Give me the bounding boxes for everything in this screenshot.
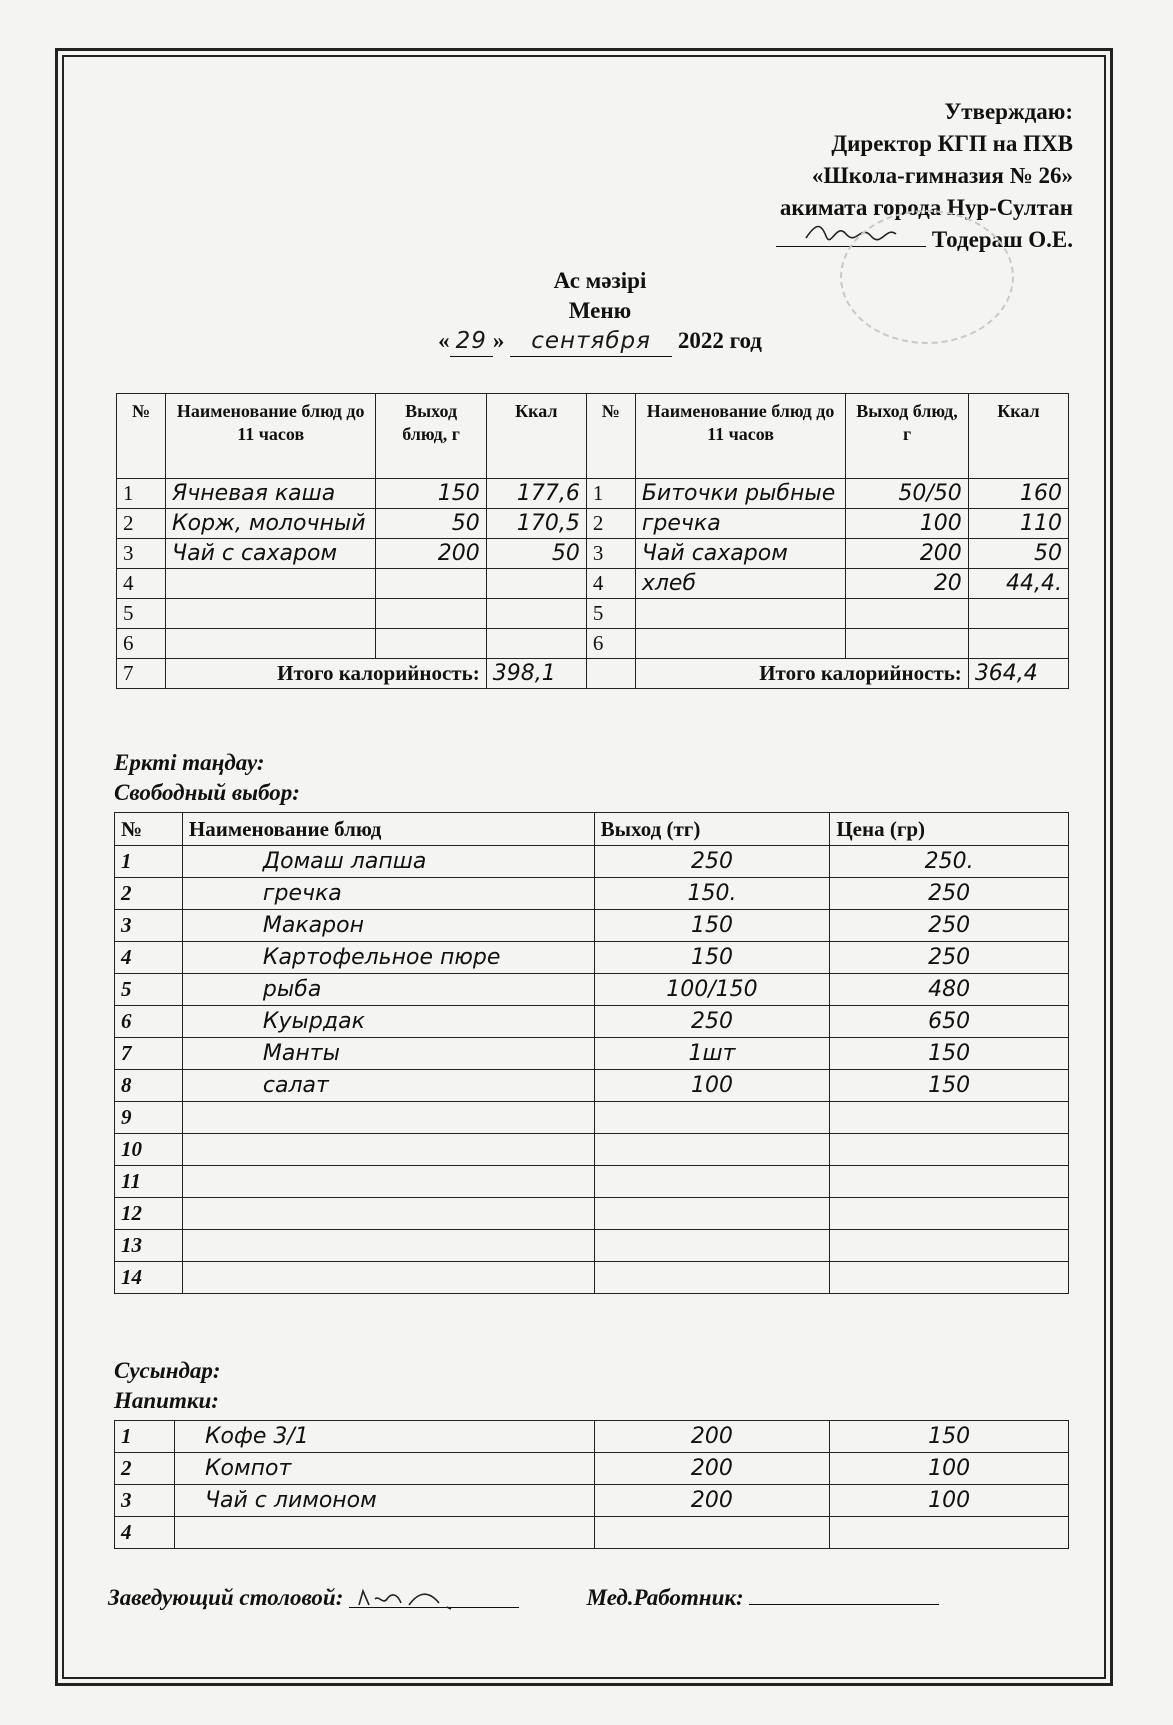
cell-output — [376, 629, 486, 659]
cell-dish — [182, 1166, 594, 1198]
cell-num: 7 — [117, 659, 166, 689]
cell-dish — [166, 629, 376, 659]
table-row — [117, 569, 1069, 599]
date-day: 29 — [450, 326, 493, 357]
cell-num: 4 — [115, 942, 183, 974]
canteen-head-label: Заведующий столовой: — [108, 1585, 344, 1610]
date-year: 2022 год — [677, 328, 762, 353]
cell-price — [830, 1262, 1069, 1294]
cell-kcal: 160 — [968, 479, 1068, 509]
cell-output: 200 — [594, 1421, 830, 1453]
cell-dish: хлеб — [635, 569, 845, 599]
cell-dish — [182, 1262, 594, 1294]
cell-num: 5 — [586, 599, 635, 629]
cell-num: 1 — [115, 1421, 175, 1453]
cell-output: 150 — [594, 910, 830, 942]
header-name-1: Наименование блюд до 11 часов — [166, 394, 376, 479]
table-row — [115, 878, 1069, 910]
cell-price — [830, 1166, 1069, 1198]
cell-kcal — [486, 599, 586, 629]
date-month: сентября — [510, 326, 672, 357]
drinks-label — [114, 1356, 221, 1416]
free-choice-label — [114, 748, 300, 808]
cell-output: 100 — [594, 1070, 830, 1102]
cell-output — [594, 1102, 830, 1134]
cell-kcal: 177,6 — [486, 479, 586, 509]
table-row — [117, 629, 1069, 659]
cell-output: 1шт — [594, 1038, 830, 1070]
cell-num: 5 — [115, 974, 183, 1006]
cell-output: 150 — [376, 479, 486, 509]
main-menu-table — [116, 393, 1069, 689]
approval-signer: Тодераш О.Е. — [931, 227, 1073, 252]
drinks-label-kz: Сусындар: — [114, 1358, 221, 1383]
header-num-2: № — [586, 394, 635, 479]
cell-num: 3 — [117, 539, 166, 569]
cell-num: 13 — [115, 1230, 183, 1262]
cell-price: 250 — [830, 910, 1069, 942]
cell-price — [830, 1230, 1069, 1262]
title-ru: Меню — [568, 298, 632, 323]
cell-num: 1 — [115, 846, 183, 878]
cell-output: 200 — [376, 539, 486, 569]
table-row — [115, 846, 1069, 878]
cell-dish — [166, 599, 376, 629]
cell-kcal — [968, 599, 1068, 629]
cell-dish: Картофельное пюре — [182, 942, 594, 974]
cell-price: 150 — [830, 1038, 1069, 1070]
cell-output: 100 — [846, 509, 969, 539]
table-row — [115, 1262, 1069, 1294]
cell-num: 11 — [115, 1166, 183, 1198]
table-row — [115, 1166, 1069, 1198]
header-name-2: Наименование блюд до 11 часов — [635, 394, 845, 479]
cell-dish — [635, 599, 845, 629]
cell-dish: Куырдак — [182, 1006, 594, 1038]
header-num: № — [115, 813, 183, 846]
cell-output: 200 — [594, 1453, 830, 1485]
table-row — [115, 1006, 1069, 1038]
cell-num: 10 — [115, 1134, 183, 1166]
cell-kcal — [486, 629, 586, 659]
cell-dish: Чай сахаром — [635, 539, 845, 569]
table-row — [115, 1230, 1069, 1262]
date-open-quote: « — [438, 328, 450, 353]
cell-dish: Домаш лапша — [182, 846, 594, 878]
cell-price: 150 — [830, 1070, 1069, 1102]
cell-dish: салат — [182, 1070, 594, 1102]
table-row — [115, 1070, 1069, 1102]
cell-output — [594, 1198, 830, 1230]
cell-price: 250 — [830, 878, 1069, 910]
cell-num: 4 — [586, 569, 635, 599]
free-choice-table — [114, 812, 1069, 1294]
cell-num: 4 — [117, 569, 166, 599]
cell-dish: Манты — [182, 1038, 594, 1070]
cell-num: 2 — [115, 878, 183, 910]
cell-num: 7 — [115, 1038, 183, 1070]
header-name: Наименование блюд — [182, 813, 594, 846]
main-table-header — [117, 394, 1069, 479]
menu-date — [300, 326, 900, 357]
cell-kcal: 170,5 — [486, 509, 586, 539]
med-worker-label: Мед.Работник: — [586, 1585, 744, 1610]
cell-output: 20 — [846, 569, 969, 599]
free-choice-label-kz: Еркті таңдау: — [114, 750, 265, 775]
cell-dish: Чай с сахаром — [166, 539, 376, 569]
cell-dish: гречка — [182, 878, 594, 910]
cell-dish — [182, 1230, 594, 1262]
cell-num: 6 — [115, 1006, 183, 1038]
table-row — [117, 509, 1069, 539]
header-kcal-1: Ккал — [486, 394, 586, 479]
table-row — [117, 539, 1069, 569]
cell-price: 480 — [830, 974, 1069, 1006]
table-row — [115, 1421, 1069, 1453]
cell-output — [594, 1230, 830, 1262]
menu-title-block — [300, 266, 900, 357]
cell-price: 650 — [830, 1006, 1069, 1038]
table-row — [115, 1485, 1069, 1517]
cell-drink: Чай с лимоном — [174, 1485, 594, 1517]
cell-output — [376, 569, 486, 599]
header-output-1: Выход блюд, г — [376, 394, 486, 479]
cell-num: 3 — [586, 539, 635, 569]
cell-drink: Компот — [174, 1453, 594, 1485]
cell-output: 50/50 — [846, 479, 969, 509]
header-output: Выход (тг) — [594, 813, 830, 846]
drinks-table — [114, 1420, 1069, 1549]
free-choice-label-ru: Свободный выбор: — [114, 780, 300, 805]
cell-dish — [182, 1102, 594, 1134]
cell-num: 12 — [115, 1198, 183, 1230]
total-label-1: Итого калорийность: — [166, 659, 487, 689]
header-kcal-2: Ккал — [968, 394, 1068, 479]
title-kz: Ас мәзірі — [553, 268, 647, 293]
cell-output — [594, 1262, 830, 1294]
table-row — [115, 1453, 1069, 1485]
cell-output — [594, 1134, 830, 1166]
approval-line-3: «Школа-гимназия № 26» — [811, 163, 1073, 188]
cell-dish: Ячневая каша — [166, 479, 376, 509]
table-row — [115, 974, 1069, 1006]
cell-kcal: 50 — [486, 539, 586, 569]
cell-dish: Корж, молочный — [166, 509, 376, 539]
cell-num: 8 — [115, 1070, 183, 1102]
free-choice-header — [115, 813, 1069, 846]
cell-num: 2 — [117, 509, 166, 539]
cell-dish — [182, 1134, 594, 1166]
table-row — [115, 1198, 1069, 1230]
cell-num: 4 — [115, 1517, 175, 1549]
cell-num: 2 — [115, 1453, 175, 1485]
cell-price: 100 — [830, 1485, 1069, 1517]
cell-kcal: 110 — [968, 509, 1068, 539]
cell-output: 150 — [594, 942, 830, 974]
cell-empty — [586, 659, 635, 689]
cell-output: 200 — [594, 1485, 830, 1517]
cell-dish: рыба — [182, 974, 594, 1006]
table-row — [115, 1102, 1069, 1134]
header-num-1: № — [117, 394, 166, 479]
cell-num: 2 — [586, 509, 635, 539]
drinks-label-ru: Напитки: — [114, 1388, 219, 1413]
cell-dish: Макарон — [182, 910, 594, 942]
table-row — [117, 479, 1069, 509]
cell-price: 150 — [830, 1421, 1069, 1453]
cell-price — [830, 1102, 1069, 1134]
approval-line-4: акимата города Нур-Султан — [779, 195, 1073, 220]
table-row — [115, 942, 1069, 974]
cell-dish: гречка — [635, 509, 845, 539]
header-output-2: Выход блюд, г — [846, 394, 969, 479]
cell-num: 9 — [115, 1102, 183, 1134]
cell-dish — [635, 629, 845, 659]
cell-output — [846, 599, 969, 629]
cell-price: 250. — [830, 846, 1069, 878]
cell-price — [830, 1134, 1069, 1166]
signature-scribble-icon — [349, 1585, 519, 1611]
cell-num: 1 — [117, 479, 166, 509]
cell-num: 14 — [115, 1262, 183, 1294]
cell-output: 100/150 — [594, 974, 830, 1006]
cell-output: 250 — [594, 846, 830, 878]
cell-price — [830, 1198, 1069, 1230]
cell-kcal: 50 — [968, 539, 1068, 569]
cell-num: 3 — [115, 1485, 175, 1517]
cell-output: 250 — [594, 1006, 830, 1038]
footer-signatures — [108, 1582, 1068, 1611]
cell-num: 3 — [115, 910, 183, 942]
total-kcal-2: 364,4 — [968, 659, 1068, 689]
cell-kcal: 44,4. — [968, 569, 1068, 599]
med-worker-signature — [749, 1582, 939, 1605]
cell-drink — [174, 1517, 594, 1549]
total-kcal-1: 398,1 — [486, 659, 586, 689]
cell-dish — [166, 569, 376, 599]
cell-num: 6 — [117, 629, 166, 659]
cell-output — [846, 629, 969, 659]
cell-output: 50 — [376, 509, 486, 539]
table-row — [115, 1038, 1069, 1070]
table-row — [115, 1517, 1069, 1549]
cell-num: 1 — [586, 479, 635, 509]
cell-price — [830, 1517, 1069, 1549]
table-row — [117, 599, 1069, 629]
canteen-head-signature — [349, 1585, 519, 1608]
table-row — [115, 1134, 1069, 1166]
date-close-quote: » — [492, 328, 505, 353]
cell-drink: Кофе 3/1 — [174, 1421, 594, 1453]
cell-num: 6 — [586, 629, 635, 659]
total-row — [117, 659, 1069, 689]
cell-output — [594, 1517, 830, 1549]
cell-kcal — [486, 569, 586, 599]
cell-kcal — [968, 629, 1068, 659]
approval-line-2: Директор КГП на ПХВ — [831, 131, 1073, 156]
table-row — [115, 910, 1069, 942]
cell-output — [376, 599, 486, 629]
cell-dish — [182, 1198, 594, 1230]
header-price: Цена (гр) — [830, 813, 1069, 846]
cell-output: 150. — [594, 878, 830, 910]
total-label-2: Итого калорийность: — [635, 659, 968, 689]
cell-price: 100 — [830, 1453, 1069, 1485]
cell-dish: Биточки рыбные — [635, 479, 845, 509]
cell-output — [594, 1166, 830, 1198]
cell-price: 250 — [830, 942, 1069, 974]
cell-output: 200 — [846, 539, 969, 569]
cell-num: 5 — [117, 599, 166, 629]
approval-block — [553, 96, 1073, 256]
approval-line-1: Утверждаю: — [944, 99, 1073, 124]
